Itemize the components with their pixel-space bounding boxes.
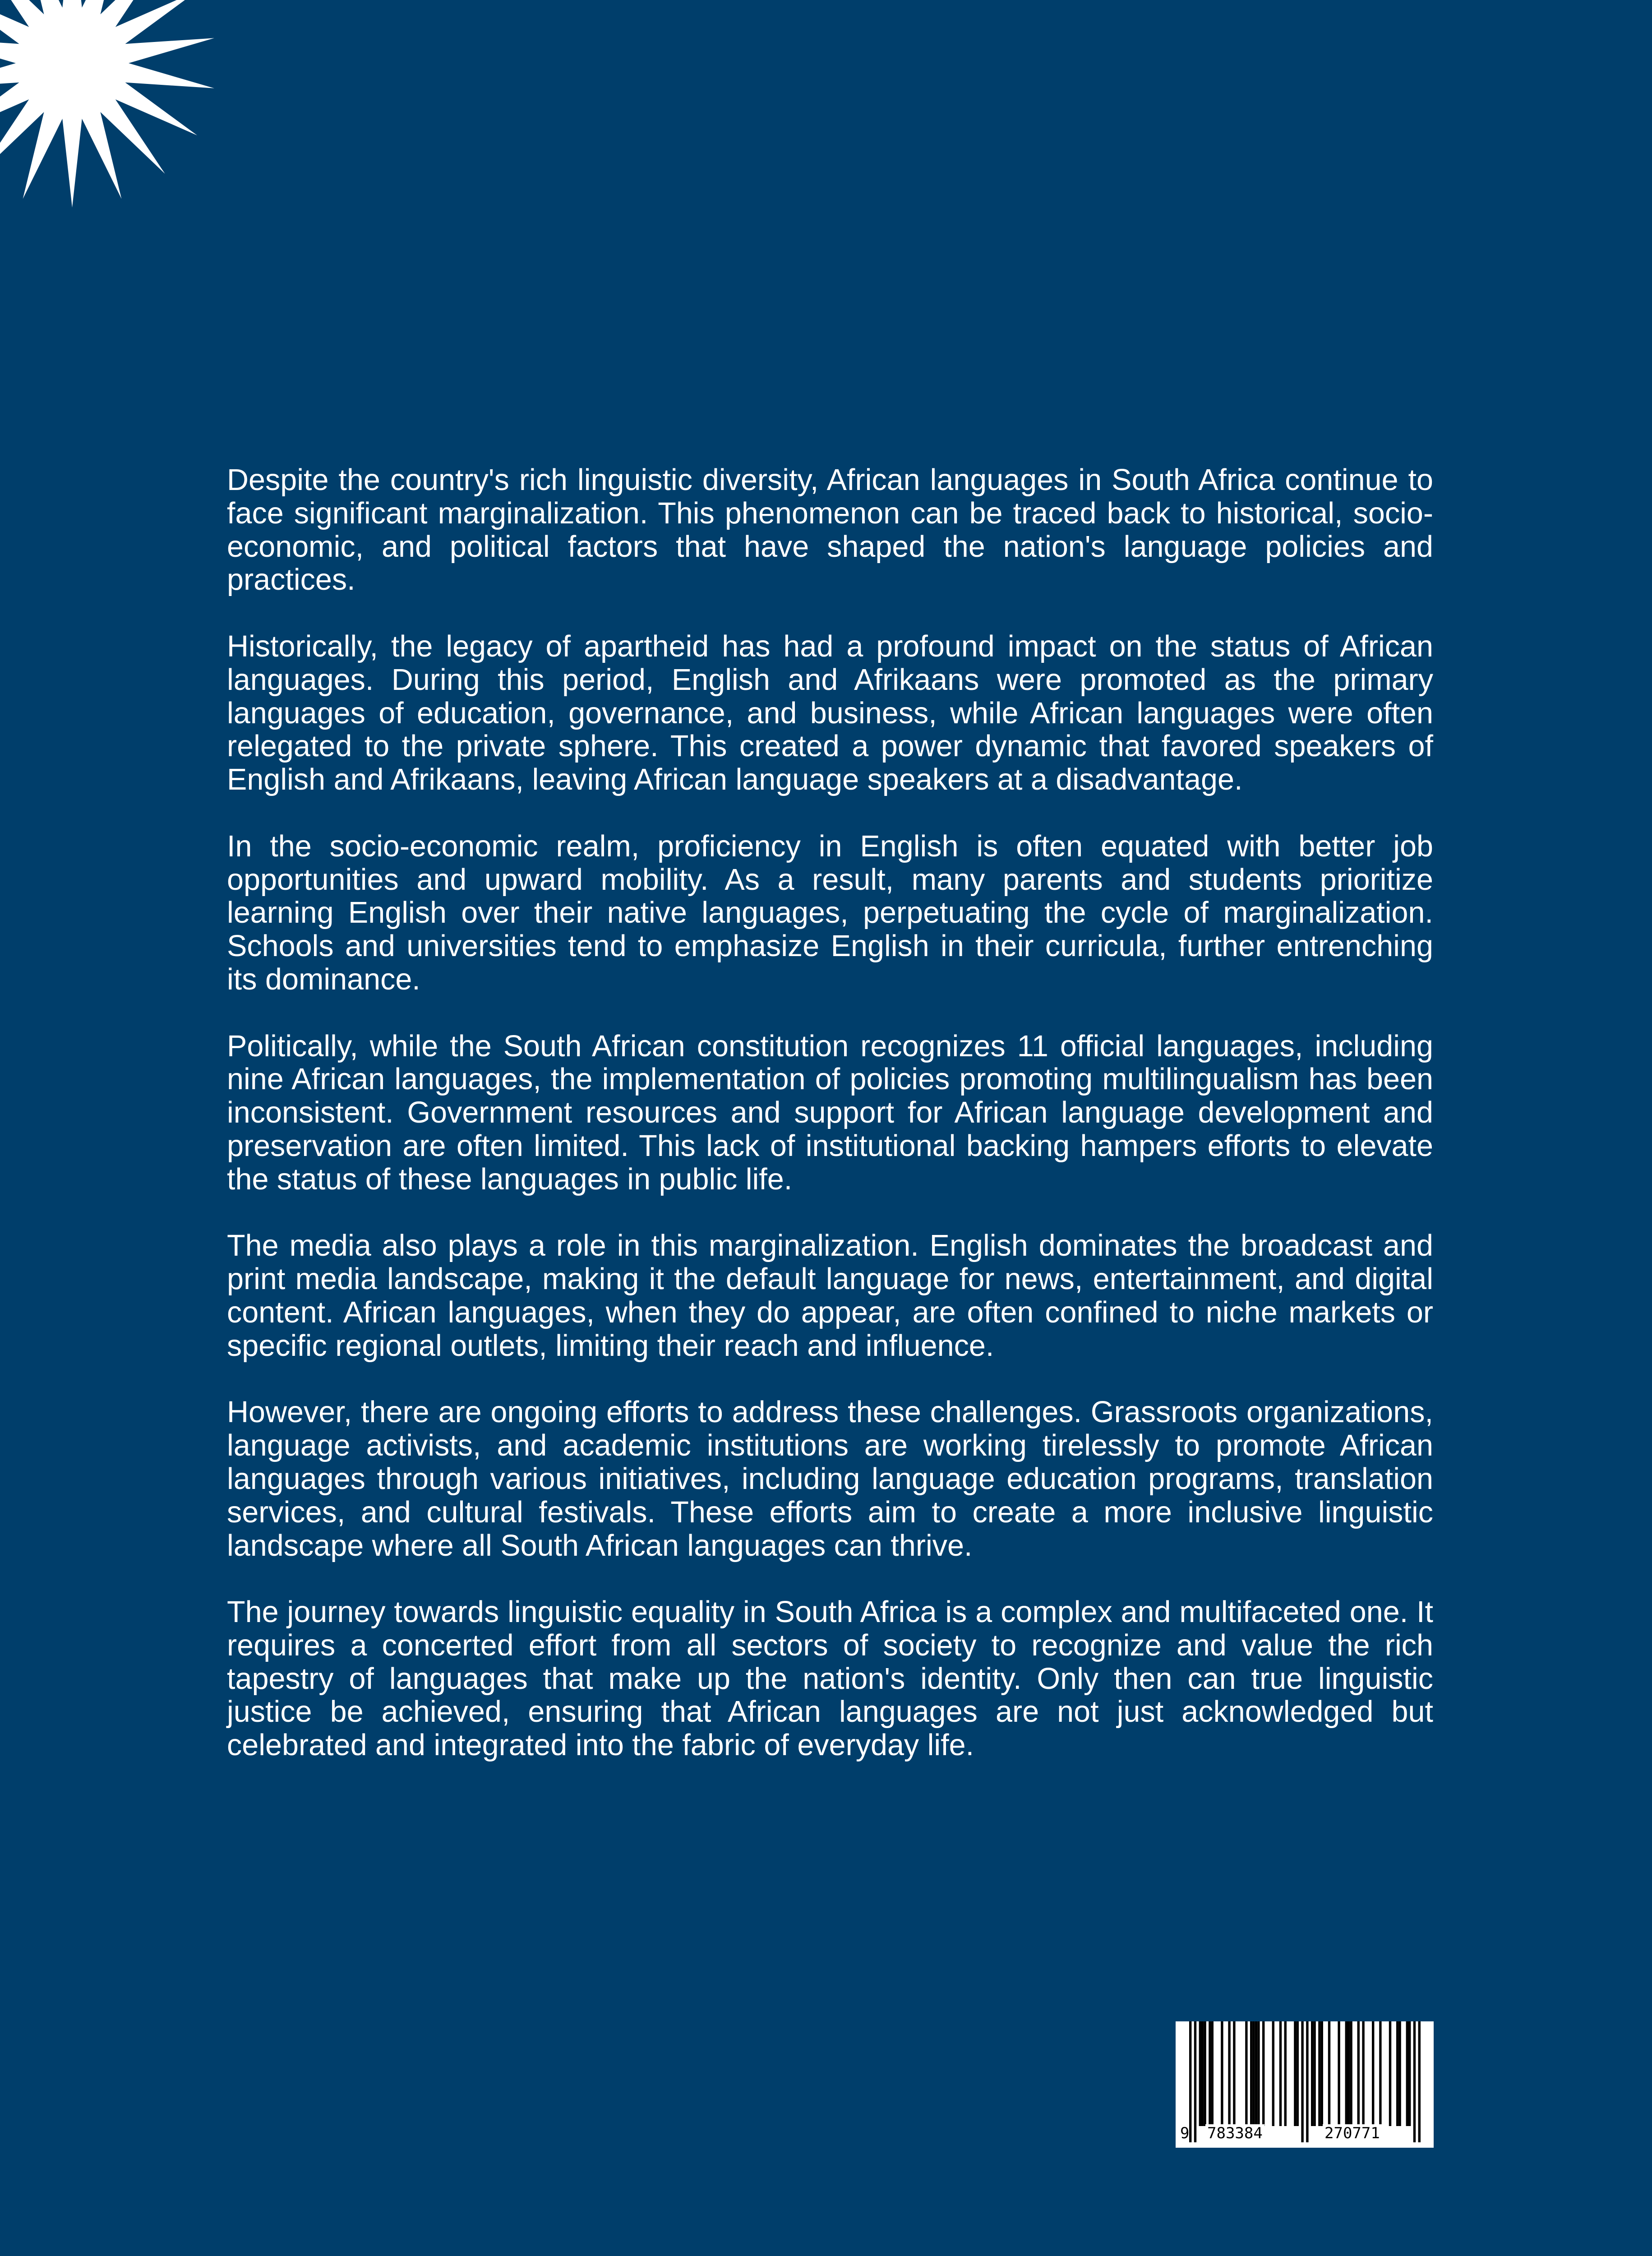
barcode-bar	[1306, 2021, 1308, 2142]
barcode-bar	[1321, 2021, 1323, 2126]
blurb-paragraph-3: In the socio-economic realm, proficiency in English is often equated with better job opportunities and upward mobility. As a result, many parents and students prioritize learning English over their native languages, perpetuating the cycle of marginalization. Schools and universities tend to emphasize English in their curricula, further entrenching its dominance.	[227, 829, 1433, 996]
barcode-bar	[1338, 2021, 1340, 2126]
barcode-bar	[1408, 2021, 1411, 2126]
barcode-bar	[1350, 2021, 1352, 2126]
barcode-right-digits: 270771	[1323, 2124, 1382, 2142]
barcode-bar	[1294, 2021, 1296, 2126]
barcode-bar	[1279, 2021, 1282, 2126]
barcode-bar	[1396, 2021, 1398, 2126]
barcode-bar	[1199, 2021, 1201, 2126]
barcode-bar	[1252, 2021, 1255, 2126]
barcode-bar	[1389, 2021, 1391, 2126]
barcode-bar	[1345, 2021, 1347, 2126]
barcode-bar	[1297, 2021, 1299, 2126]
barcode-bar	[1233, 2021, 1235, 2126]
barcode-bar	[1262, 2021, 1264, 2126]
blurb-text	[227, 464, 1433, 1796]
barcode-bar	[1211, 2021, 1214, 2126]
barcode-bar	[1379, 2021, 1381, 2126]
barcode-bar	[1313, 2021, 1315, 2126]
barcode-bar	[1221, 2021, 1223, 2126]
isbn-barcode	[1176, 2021, 1434, 2148]
sunburst-icon	[0, 0, 298, 289]
blurb-paragraph-6: However, there are ongoing efforts to address these challenges. Grassroots organizations, language activists, and academic institutions are working tirelessly to promote African languages through various initiatives, including language education programs, translation services, and cultural festivals. These efforts aim to create a more inclusive linguistic landscape where all South African languages can thrive.	[227, 1396, 1433, 1563]
barcode-bar	[1255, 2021, 1257, 2126]
barcode-bar	[1347, 2021, 1350, 2126]
barcode-bar	[1228, 2021, 1230, 2126]
blurb-paragraph-7: The journey towards linguistic equality in South Africa is a complex and multifaceted one. It requires a concerted effort from all sectors of society to recognize and value the rich tapestry of languages that make up the nation's identity. Only then can true linguistic justice be achieved, ensuring that African languages are not just acknowledged but celebrated and integrated into the fabric of everyday life.	[227, 1595, 1433, 1762]
barcode-bar	[1406, 2021, 1408, 2126]
barcode-bar	[1201, 2021, 1204, 2126]
barcode-bar	[1418, 2021, 1421, 2142]
barcode-bar	[1311, 2021, 1313, 2126]
barcode-bar	[1194, 2021, 1196, 2142]
barcode-bar	[1245, 2021, 1247, 2126]
barcode-bar	[1284, 2021, 1287, 2126]
barcode-bar	[1272, 2021, 1274, 2126]
barcode-bar	[1413, 2021, 1416, 2142]
barcode-bar	[1257, 2021, 1260, 2126]
barcode-bar	[1362, 2021, 1364, 2126]
barcode-lead-digit: 9	[1180, 2124, 1190, 2142]
blurb-paragraph-1: Despite the country's rich linguistic diversity, African languages in South Africa continue to face significant marginalization. This phenomenon can be traced back to historical, socio-economic, and political factors that have shaped the nation's language policies and practices.	[227, 463, 1433, 597]
blurb-paragraph-5: The media also plays a role in this marginalization. English dominates the broadcast and print media landscape, making it the default language for news, entertainment, and digital content. African languages, when they do appear, are often confined to niche markets or specific regional outlets, limiting their reach and influence.	[227, 1229, 1433, 1363]
blurb-paragraph-2: Historically, the legacy of apartheid has had a profound impact on the status of African languages. During this period, English and Afrikaans were promoted as the primary languages of education, governance, and business, while African languages were often relegated to the private sphere. This created a power dynamic that favored speakers of English and Afrikaans, leaving African language speakers at a disadvantage.	[227, 629, 1433, 797]
barcode-bar	[1250, 2021, 1252, 2126]
barcode-bar	[1357, 2021, 1360, 2126]
barcode-bar	[1318, 2021, 1320, 2126]
barcode-bar	[1398, 2021, 1401, 2126]
barcode-bar	[1372, 2021, 1374, 2126]
barcode-bar	[1209, 2021, 1211, 2126]
barcode-bar	[1301, 2021, 1303, 2142]
barcode-left-digits: 783384	[1205, 2124, 1264, 2142]
barcode-bar	[1328, 2021, 1330, 2126]
blurb-paragraph-4: Politically, while the South African constitution recognizes 11 official languages, including nine African languages, the implementation of policies promoting multilingualism has been inconsistent. Government resources and support for African language development and preservation are often limited. This lack of institutional backing hampers efforts to elevate the status of these languages in public life.	[227, 1029, 1433, 1196]
barcode-bar	[1204, 2021, 1206, 2126]
